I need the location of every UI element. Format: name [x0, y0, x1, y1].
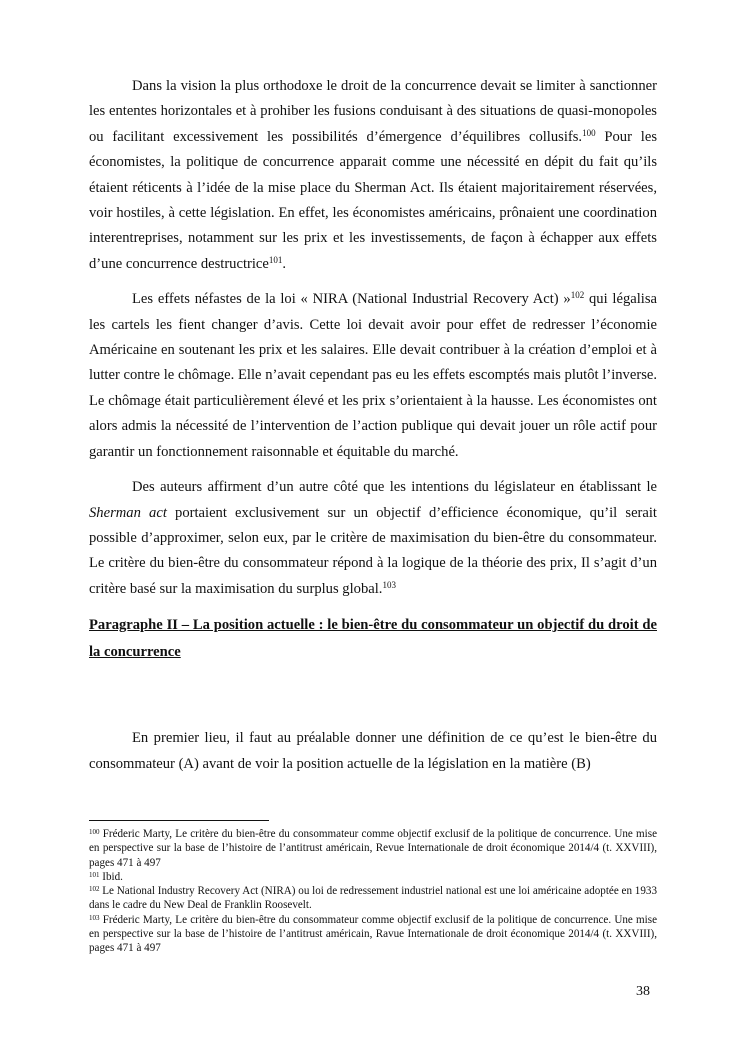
- paragraph-3: Des auteurs affirment d’un autre côté que les intentions du législateur en établissant le Sherman act portaient exclusivement sur un objectif d’efficience économique, qu’il serait possible d’approximer, selon eux, par le critère de maximisation du bien-être du consommateur. Le critère du bien-être du consommateur répond à la logique de la théorie des prix, Il s’agit d’un critère basé sur la maximisation du surplus global.$^{103}$: [89, 479, 657, 597]
- paragraph-4: En premier lieu, il faut au préalable donner une définition de ce qu’est le bien-être du consommateur (A) avant de voir la position actuelle de la législation en la matière (B): [89, 730, 657, 772]
- sherman-act-italic: Sherman act: [89, 504, 167, 521]
- section-heading: Paragraphe II – La position actuelle : le bien-être du consommateur un objectif du droit de la concurrence: [89, 617, 657, 661]
- footnote-ref-103[interactable]: 103: [382, 579, 396, 590]
- footnote-103: $^{103}$ Fréderic Marty, Le critère du bien-être du consommateur comme objectif exclusif de la politique de concurrence. Une mise en perspective sur la base de l’histoire de l’antitrust américain, Ravue Internationale de droit économique 2014/4 (t. XXVIII), pages 471 à 497: [89, 913, 657, 955]
- footnote-ref-101[interactable]: 101: [268, 254, 283, 265]
- paragraph-1: Dans la vision la plus orthodoxe le droit de la concurrence devait se limiter à sanctionner les ententes horizontales et à prohiber les fusions conduisant à des situations de quasi-monopoles ou facilitant excessivement les possibilités d’émergence d’équilibres collusifs.$^{100}$ Pour les économistes, la politique de concurrence apparait comme une nécessité en dépit du fait qu’ils étaient réticents à l’idée de la mise place du Sherman Act. Ils étaient majoritairement réservées, voir hostiles, à cette législation. En effet, les économistes américains, prônaient une coordination interentreprises, notamment sur les prix et les investissements, de façon à échapper aux effets d’une concurrence destructrice$^{101}$.: [89, 78, 657, 272]
- footnote-ref-100[interactable]: 100: [582, 127, 596, 138]
- footnotes: [89, 827, 657, 956]
- footnote-100: $^{100}$ Fréderic Marty, Le critère du bien-être du consommateur comme objectif exclusif de la politique de concurrence. Une mise en perspective sur la base de l’histoire de l’antitrust américain, Revue Internationale de droit économique 2014/4 (t. XXVIII), pages 471 à 497: [89, 828, 657, 869]
- footnote-separator: [89, 820, 269, 821]
- main-text: [89, 74, 657, 787]
- footnote-ref-102[interactable]: 102: [570, 290, 585, 301]
- page-number: 38: [636, 984, 650, 999]
- footnote-102: $^{102}$ Le National Industry Recovery Act (NIRA) ou loi de redressement industriel national est une loi américaine adoptée en 1933 dans le cadre du New Deal de Franklin Roosevelt.: [89, 885, 657, 912]
- footnote-101: $^{101}$ Ibid.: [89, 870, 123, 883]
- paragraph-2: Les effets néfastes de la loi « NIRA (National Industrial Recovery Act) »$^{102}$ qui légalisa les cartels les fient changer d’avis. Cette loi devait avoir pour effet de redresser l’économie Américaine en soutenant les prix et les salaires. Elle devait contribuer à la création d’emploi et à lutter contre le chômage. Elle n’avait cependant pas eu les effets escomptés mais plutôt l’inverse. Le chômage était particulièrement élevé et les prix s’orientaient à la hausse. Les économistes ont alors admis la nécessité de l’intervention de l’action publique qui devait jouer un rôle actif pour garantir un fonctionnement raisonnable et équitable du marché.: [89, 290, 657, 460]
